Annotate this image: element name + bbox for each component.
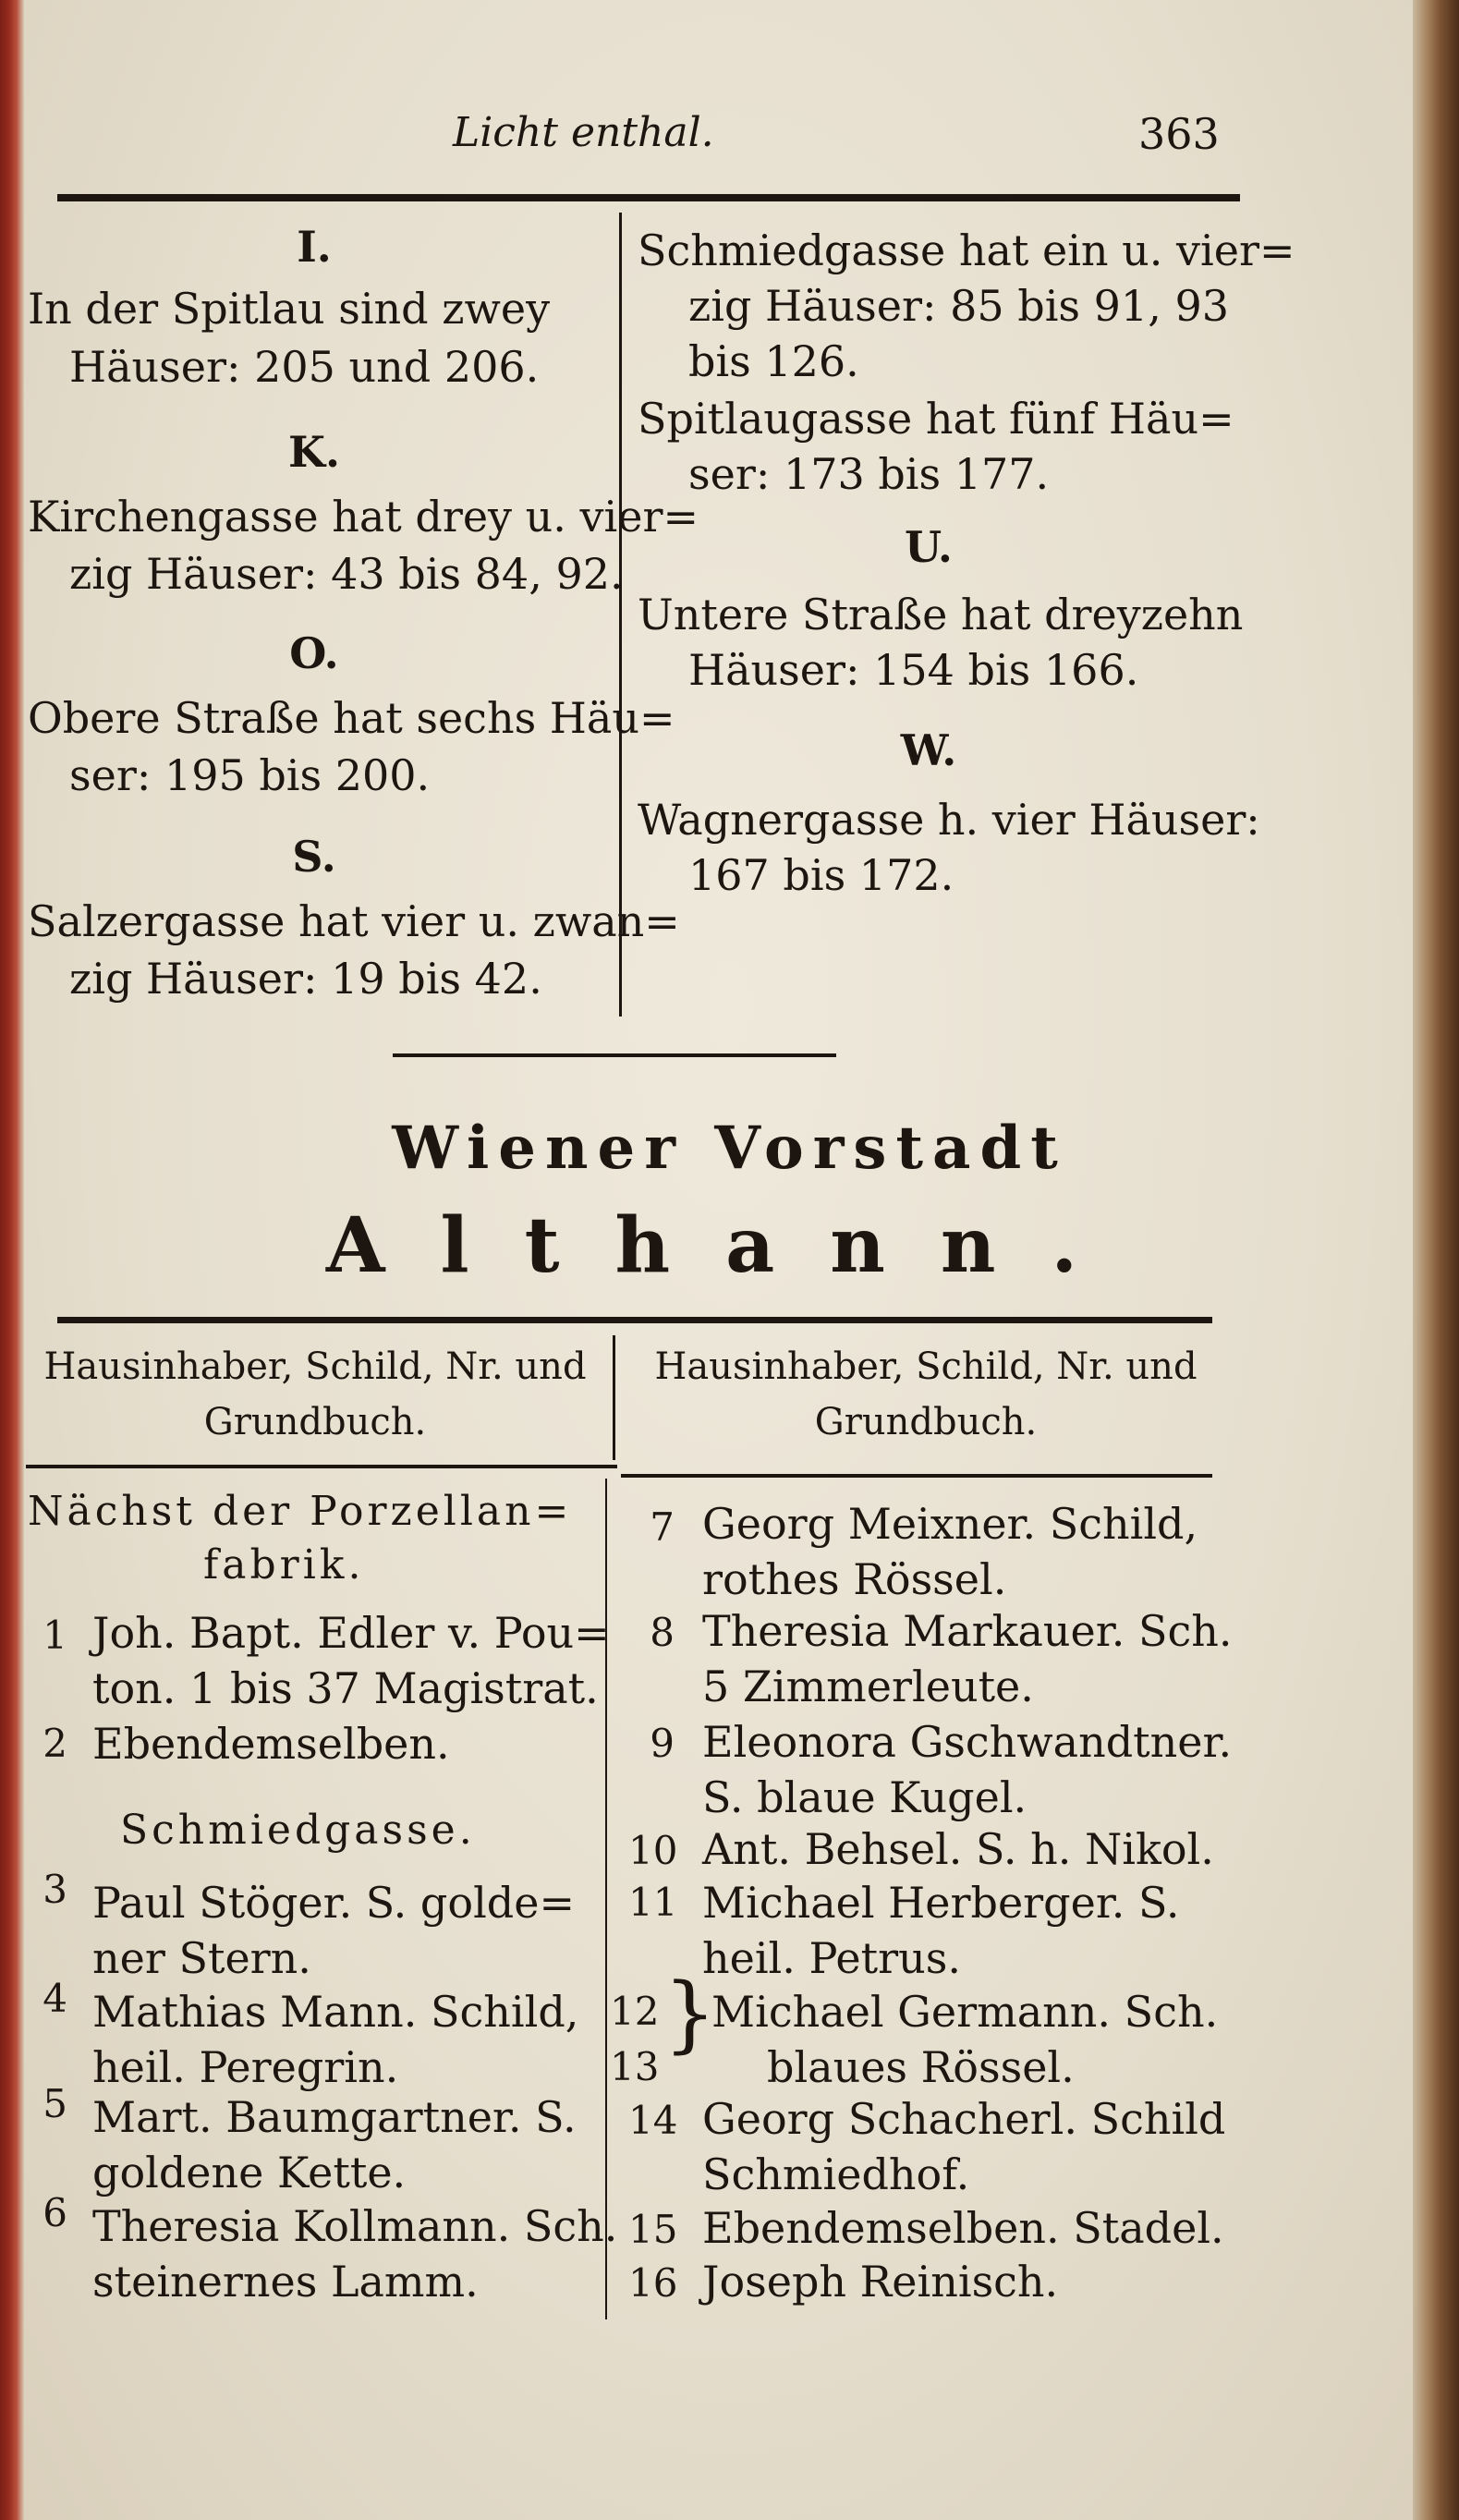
- table-entry: Theresia Kollmann. Sch.: [92, 2201, 618, 2251]
- section-subtitle: Althann.: [325, 1201, 1134, 1290]
- street-line: Obere Straße hat sechs Häu=: [28, 693, 675, 743]
- table-entry: Mart. Baumgartner. S.: [92, 2092, 577, 2142]
- street-line: Spitlaugasse hat fünf Häu=: [638, 394, 1234, 444]
- table-entry: Georg Meixner. Schild,: [702, 1499, 1198, 1549]
- house-number: 5: [43, 2081, 67, 2126]
- house-number: 4: [43, 1976, 67, 2021]
- street-line: Häuser: 205 und 206.: [69, 342, 540, 392]
- section-letter: I.: [297, 222, 332, 272]
- house-number: 3: [43, 1867, 67, 1912]
- street-line: Wagnergasse h. vier Häuser:: [638, 795, 1260, 845]
- section-letter: O.: [289, 628, 339, 678]
- street-line: Salzergasse hat vier u. zwan=: [28, 896, 680, 946]
- brace: }: [663, 1966, 717, 2063]
- table-entry: Mathias Mann. Schild,: [92, 1987, 579, 2037]
- table-entry: rothes Rössel.: [702, 1554, 1007, 1604]
- street-line: Häuser: 154 bis 166.: [688, 645, 1139, 695]
- table-entry: Schmiedhof.: [702, 2149, 970, 2199]
- table-entry: S. blaue Kugel.: [702, 1772, 1027, 1822]
- street-line: ser: 195 bis 200.: [69, 750, 431, 800]
- house-number: 12: [610, 1989, 660, 2034]
- header-rule: [57, 194, 1240, 201]
- table-entry: ner Stern.: [92, 1933, 311, 1983]
- table-entry: Eleonora Gschwandtner.: [702, 1717, 1233, 1767]
- house-number: 6: [43, 2190, 67, 2235]
- street-line: ser: 173 bis 177.: [688, 449, 1050, 499]
- house-number: 15: [628, 2207, 678, 2252]
- house-number: 1: [43, 1613, 67, 1658]
- column-header: Hausinhaber, Schild, Nr. und: [654, 1345, 1198, 1388]
- section-letter: U.: [905, 522, 953, 572]
- table-entry: Joh. Bapt. Edler v. Pou=: [92, 1608, 610, 1658]
- section-letter: K.: [288, 427, 340, 477]
- table-header-rule-right: [621, 1474, 1212, 1478]
- street-line: Schmiedgasse hat ein u. vier=: [638, 225, 1295, 275]
- table-entry: Theresia Markauer. Sch.: [702, 1606, 1233, 1656]
- street-line: Kirchengasse hat drey u. vier=: [28, 492, 699, 542]
- column-header: Grundbuch.: [814, 1401, 1038, 1443]
- table-top-rule: [57, 1317, 1212, 1323]
- table-entry: Ebendemselben. Stadel.: [702, 2203, 1224, 2253]
- section-title: Wiener Vorstadt: [392, 1114, 1067, 1183]
- street-line: zig Häuser: 19 bis 42.: [69, 954, 542, 1004]
- house-number: 14: [628, 2098, 678, 2143]
- subheading: fabrik.: [203, 1541, 365, 1589]
- table-entry: goldene Kette.: [92, 2148, 407, 2197]
- column-header: Hausinhaber, Schild, Nr. und: [43, 1345, 587, 1388]
- street-line: zig Häuser: 85 bis 91, 93: [688, 281, 1229, 331]
- table-entry: Ebendemselben.: [92, 1719, 450, 1769]
- table-entry: blaues Rössel.: [767, 2042, 1075, 2092]
- table-entry: heil. Petrus.: [702, 1933, 961, 1983]
- subheading: Nächst der Porzellan=: [28, 1488, 573, 1535]
- table-entry: 5 Zimmerleute.: [702, 1662, 1034, 1711]
- table-column-divider: [605, 1479, 607, 2319]
- section-letter: W.: [900, 725, 957, 775]
- house-number: 2: [43, 1721, 67, 1766]
- street-line: 167 bis 172.: [688, 850, 954, 900]
- table-entry: ton. 1 bis 37 Magistrat.: [92, 1663, 599, 1713]
- street-line: In der Spitlau sind zwey: [28, 284, 551, 334]
- table-entry: Georg Schacherl. Schild: [702, 2094, 1226, 2144]
- house-number: 7: [650, 1504, 675, 1550]
- house-number: 10: [628, 1828, 678, 1873]
- table-entry: Michael Herberger. S.: [702, 1878, 1180, 1928]
- page-number: 363: [1138, 109, 1220, 159]
- table-entry: Paul Stöger. S. golde=: [92, 1878, 575, 1928]
- house-number: 13: [610, 2044, 660, 2089]
- section-divider: [393, 1053, 836, 1057]
- section-letter: S.: [292, 832, 336, 882]
- street-line: zig Häuser: 43 bis 84, 92.: [69, 549, 624, 599]
- table-entry: heil. Peregrin.: [92, 2042, 399, 2092]
- table-entry: Michael Germann. Sch.: [711, 1987, 1219, 2037]
- street-line: Untere Straße hat dreyzehn: [638, 590, 1244, 639]
- house-number: 9: [650, 1721, 675, 1766]
- table-column-divider: [613, 1335, 615, 1460]
- table-entry: Joseph Reinisch.: [702, 2257, 1059, 2307]
- table-header-rule-left: [26, 1465, 617, 1468]
- table-entry: Ant. Behsel. S. h. Nikol.: [702, 1824, 1214, 1874]
- table-entry: steinernes Lamm.: [92, 2257, 479, 2307]
- house-number: 11: [628, 1880, 678, 1925]
- street-line: bis 126.: [688, 336, 859, 386]
- running-title: Licht enthal.: [453, 109, 714, 156]
- column-header: Grundbuch.: [203, 1401, 427, 1443]
- subheading: Schmiedgasse.: [120, 1807, 476, 1854]
- house-number: 8: [650, 1610, 675, 1655]
- house-number: 16: [628, 2260, 678, 2306]
